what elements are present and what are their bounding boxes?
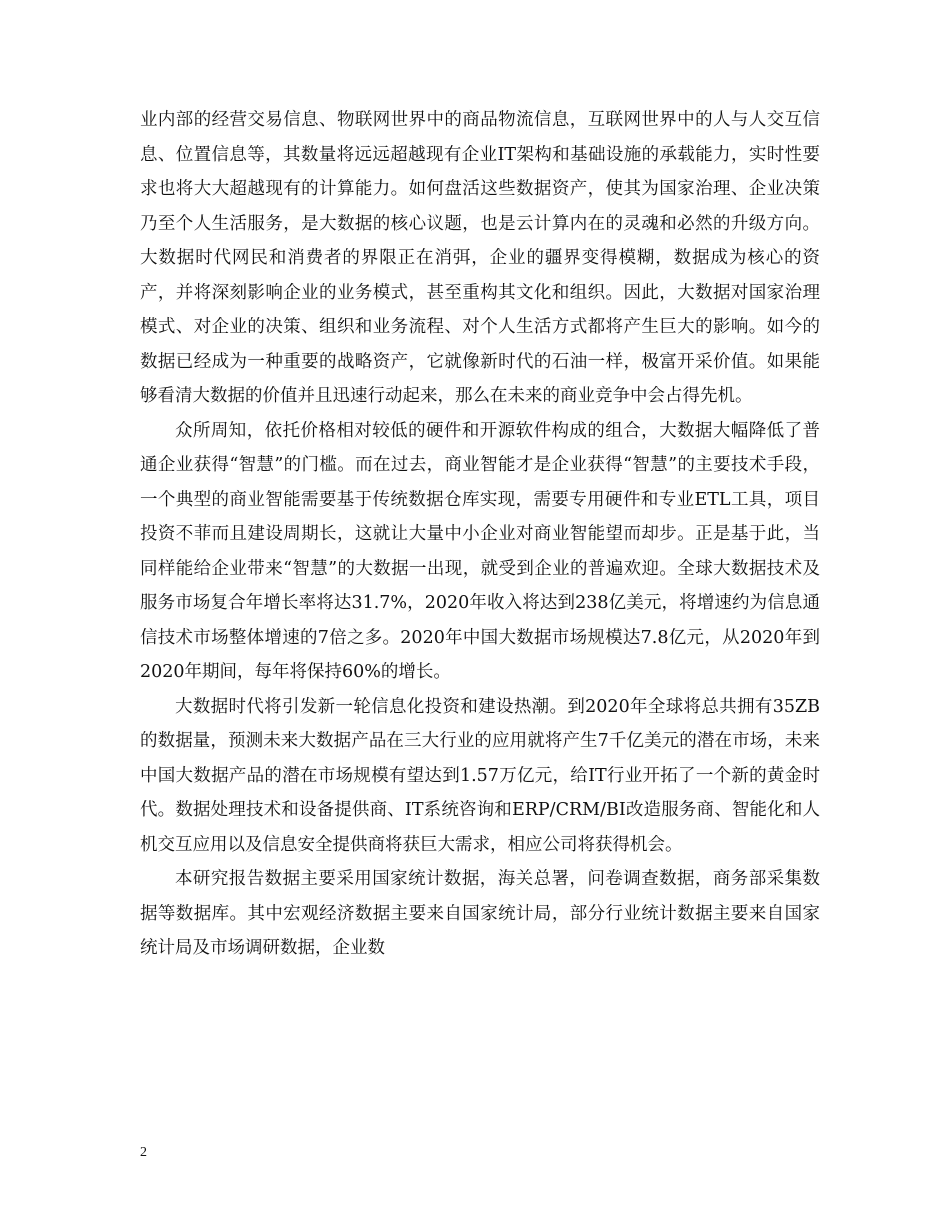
paragraph-business-intelligence: 众所周知，依托价格相对较低的硬件和开源软件构成的组合，大数据大幅降低了普通企业获得“智慧”的门槛。而在过去，商业智能才是企业获得“智慧”的主要技术手段，一个典型的商业智能需要基于传统数据仓库实现，需要专用硬件和专业ETL工具，项目投资不菲而且建设周期长，这就让大量中小企业对商业智能望而却步。正是基于此，当同样能给企业带来“智慧”的大数据一出现，就受到企业的普遍欢迎。全球大数据技术及服务市场复合年增长率将达31.7%，2020年收入将达到238亿美元，将增速约为信息通信技术市场整体增速的7倍之多。2020年中国大数据市场规模达7.8亿元，从2020年到2020年期间，每年将保持60%的增长。 bbox=[140, 420, 820, 682]
page-number: 2 bbox=[140, 1145, 147, 1160]
paragraph-investment-boom: 大数据时代将引发新一轮信息化投资和建设热潮。到2020年全球将总共拥有35ZB的数据量，预测未来大数据产品在三大行业的应用就将产生7千亿美元的潜在市场，未来中国大数据产品的潜在市场规模有望达到1.57万亿元，给IT行业开拓了一个新的黄金时代。数据处理技术和设备提供商、IT系统咨询和ERP/CRM/BI改造服务商、智能化和人机交互应用以及信息安全提供商将获巨大需求，相应公司将获得机会。 bbox=[140, 696, 820, 855]
body-text bbox=[140, 103, 820, 966]
paragraph-continuation: 业内部的经营交易信息、物联网世界中的商品物流信息，互联网世界中的人与人交互信息、位置信息等，其数量将远远超越现有企业IT架构和基础设施的承载能力，实时性要求也将大大超越现有的计算能力。如何盘活这些数据资产，使其为国家治理、企业决策乃至个人生活服务，是大数据的核心议题，也是云计算内在的灵魂和必然的升级方向。大数据时代网民和消费者的界限正在消弭，企业的疆界变得模糊，数据成为核心的资产，并将深刻影响企业的业务模式，甚至重构其文化和组织。因此，大数据对国家治理模式、对企业的决策、组织和业务流程、对个人生活方式都将产生巨大的影响。如今的数据已经成为一种重要的战略资产，它就像新时代的石油一样，极富开采价值。如果能够看清大数据的价值并且迅速行动起来，那么在未来的商业竞争中会占得先机。 bbox=[140, 110, 820, 406]
paragraph-data-sources: 本研究报告数据主要采用国家统计数据，海关总署，问卷调查数据，商务部采集数据等数据库。其中宏观经济数据主要来自国家统计局，部分行业统计数据主要来自国家统计局及市场调研数据，企业数 bbox=[140, 869, 820, 958]
